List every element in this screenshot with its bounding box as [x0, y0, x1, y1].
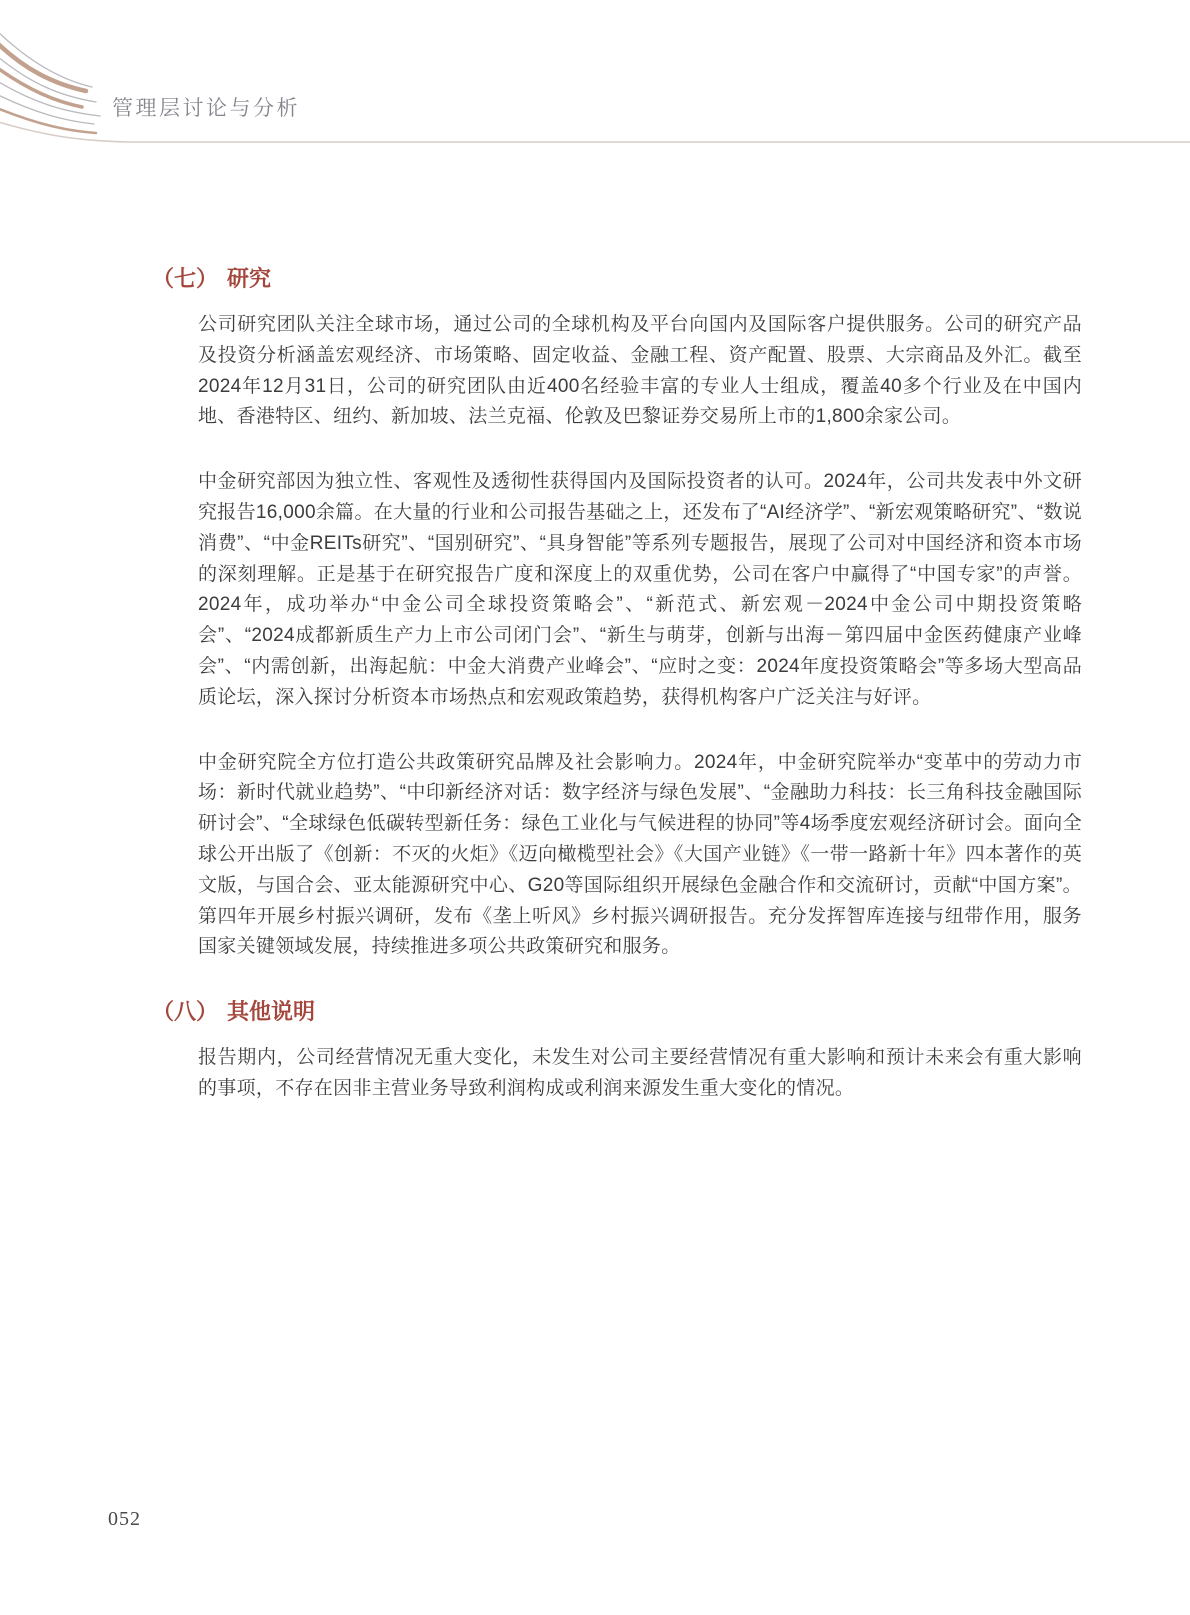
other-notes-paragraph-1: 报告期内，公司经营情况无重大变化，未发生对公司主要经营情况有重大影响和预计未来会有重大影响的事项，不存在因非主营业务导致利润构成或利润来源发生重大变化的情况。 — [198, 1047, 1082, 1099]
section-number: （七） — [152, 266, 219, 291]
section-title: 其他说明 — [227, 999, 316, 1025]
research-paragraph-2: 中金研究部因为独立性、客观性及透彻性获得国内及国际投资者的认可。2024年，公司共发表中外文研究报告16,000余篇。在大量的行业和公司报告基础之上，还发布了“AI经济学”、“新宏观策略研究”、“数说消费”、“中金REITs研究”、“国别研究”、“具身智能”等系列专题报告，展现了公司对中国经济和资本市场的深刻理解。正是基于在研究报告广度和深度上的双重优势，公司在客户中赢得了“中国专家”的声誉。2024年，成功举办“中金公司全球投资策略会”、“新范式、新宏观－2024中金公司中期投资策略会”、“2024成都新质生产力上市公司闭门会”、“新生与萌芽，创新与出海－第四届中金医药健康产业峰会”、“内需创新，出海起航：中金大消费产业峰会”、“应时之变：2024年度投资策略会”等多场大型高品质论坛，深入探讨分析资本市场热点和宏观政策趋势，获得机构客户广泛关注与好评。 — [198, 471, 1082, 708]
section-heading-other-notes — [152, 997, 1190, 1026]
research-paragraph-3: 中金研究院全方位打造公共政策研究品牌及社会影响力。2024年，中金研究院举办“变革中的劳动力市场：新时代就业趋势”、“中印新经济对话：数字经济与绿色发展”、“金融助力科技：长三角科技金融国际研讨会”、“全球绿色低碳转型新任务：绿色工业化与气候进程的协同”等4场季度宏观经济研讨会。面向全球公开出版了《创新：不灭的火炬》《迈向橄榄型社会》《大国产业链》《一带一路新十年》四本著作的英文版，与国合会、亚太能源研究中心、G20等国际组织开展绿色金融合作和交流研讨，贡献“中国方案”。第四年开展乡村振兴调研，发布《垄上听风》乡村振兴调研报告。充分发挥智库连接与纽带作用，服务国家关键领域发展，持续推进多项公共政策研究和服务。 — [198, 751, 1082, 958]
research-paragraph-1: 公司研究团队关注全球市场，通过公司的全球机构及平台向国内及国际客户提供服务。公司的研究产品及投资分析涵盖宏观经济、市场策略、固定收益、金融工程、资产配置、股票、大宗商品及外汇。截至2024年12月31日，公司的研究团队由近400名经验丰富的专业人士组成，覆盖40多个行业及在中国内地、香港特区、纽约、新加坡、法兰克福、伦敦及巴黎证券交易所上市的1,800余家公司。 — [198, 314, 1082, 428]
page-number: 052 — [108, 1508, 141, 1530]
page-header-title: 管理层讨论与分析 — [112, 96, 300, 120]
section-heading-research — [152, 264, 1190, 293]
section-title: 研究 — [227, 266, 272, 291]
section-number: （八） — [152, 999, 219, 1025]
